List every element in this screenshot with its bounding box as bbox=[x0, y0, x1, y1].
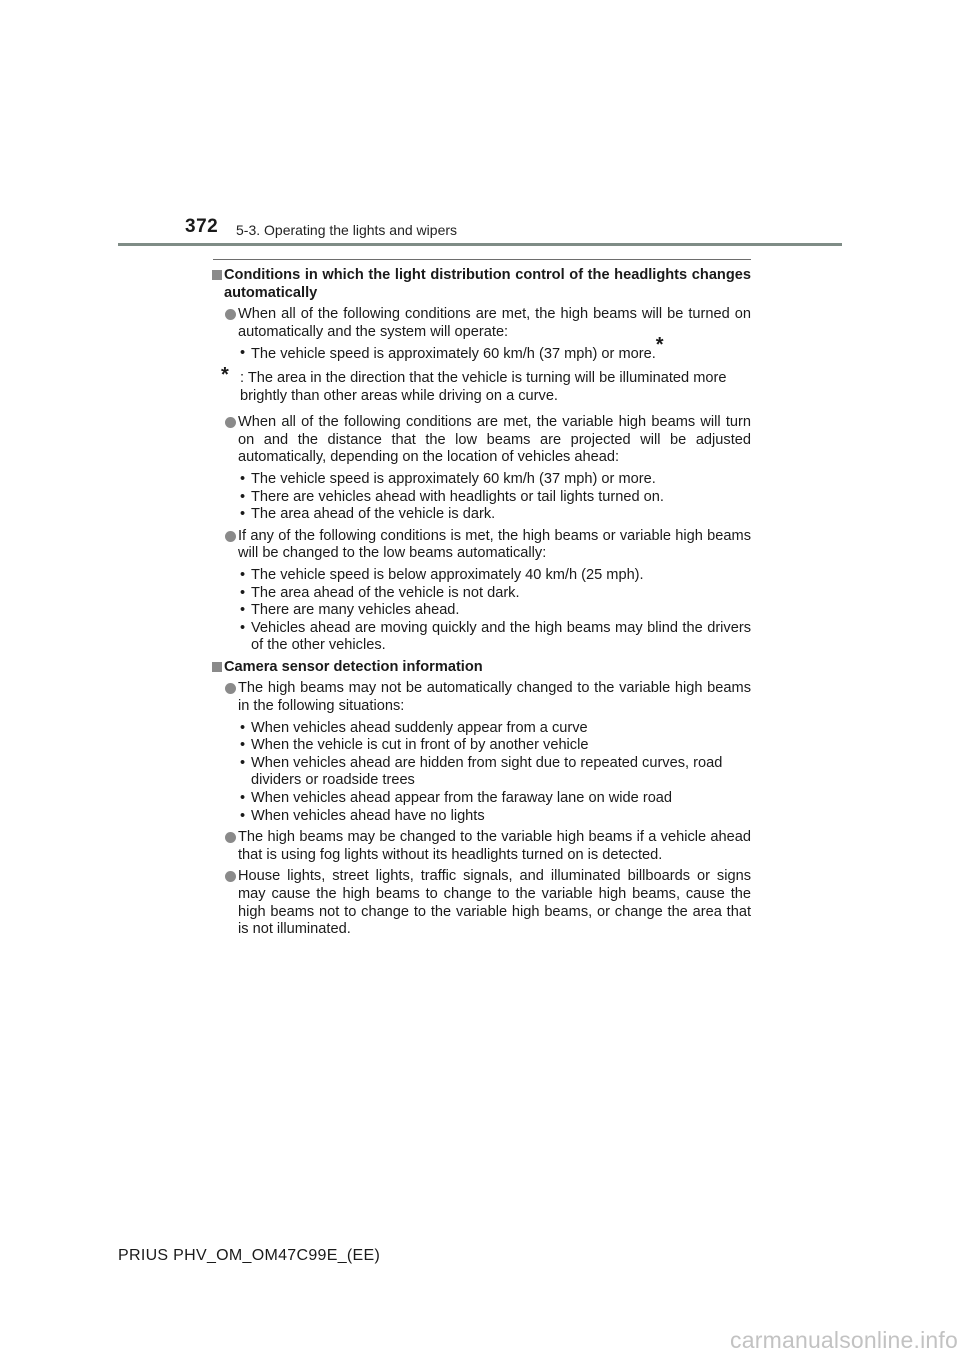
bullet-text: When all of the following conditions are met, the high beams will be turned on automatically and the system will operate: bbox=[238, 306, 751, 340]
situation-list bbox=[238, 720, 751, 826]
bullet-text: If any of the following conditions is met, the high beams or variable high beams will be changed to the low beams automatically: bbox=[238, 527, 751, 562]
condition-list bbox=[238, 471, 751, 524]
document-id: PRIUS PHV_OM_OM47C99E_(EE) bbox=[118, 1247, 381, 1264]
condition-list bbox=[238, 334, 751, 364]
circle-bullet-icon bbox=[225, 832, 236, 843]
bullet-text: House lights, street lights, traffic signals, and illuminated billboards or signs may cause the high beams to change to the variable high beams, cause the high beams not to change to the variable high beams, or change the area that is not illuminated. bbox=[238, 868, 751, 938]
square-bullet-icon bbox=[212, 662, 222, 672]
bullet-text: When all of the following conditions are met, the variable high beams will turn on and the distance that the low beams are projected will be adjusted automatically, depending on the location of vehicles ahead: bbox=[238, 414, 751, 466]
list-item: • When the vehicle is cut in front of by another vehicle bbox=[238, 737, 751, 755]
list-item: • When vehicles ahead are hidden from sight due to repeated curves, road dividers or roadside trees bbox=[238, 755, 751, 790]
circle-bullet-icon bbox=[225, 683, 236, 694]
circle-bullet-icon bbox=[225, 309, 236, 320]
square-bullet-icon bbox=[212, 270, 222, 280]
page-content bbox=[211, 259, 751, 943]
list-item: • The vehicle speed is below approximately 40 km/h (25 mph). bbox=[238, 567, 751, 585]
list-item: • The vehicle speed is approximately 60 km/h (37 mph) or more. bbox=[238, 471, 751, 489]
list-item: • When vehicles ahead appear from the faraway lane on wide road bbox=[238, 790, 751, 808]
bullet-variable-high-beams-on bbox=[211, 414, 751, 467]
bullet-not-changed bbox=[211, 680, 751, 715]
list-item: • There are vehicles ahead with headlights or tail lights turned on. bbox=[238, 489, 751, 507]
section-title: 5-3. Operating the lights and wipers bbox=[236, 222, 458, 238]
footnote-text: : The area in the direction that the vehicle is turning will be illuminated more brightly than other areas while driving on a curve. bbox=[240, 369, 727, 404]
list-item: • The vehicle speed is approximately 60 km/h (37 mph) or more.* bbox=[238, 345, 751, 364]
bullet-low-beams bbox=[211, 528, 751, 563]
heading-text: Camera sensor detection information bbox=[224, 658, 483, 675]
asterisk-icon: * bbox=[221, 363, 229, 386]
circle-bullet-icon bbox=[225, 531, 236, 542]
section-heading-light-distribution bbox=[211, 267, 751, 302]
list-item: • When vehicles ahead have no lights bbox=[238, 808, 751, 826]
list-item: • Vehicles ahead are moving quickly and the high beams may blind the drivers of the other vehicles. bbox=[238, 620, 751, 655]
list-item: • The area ahead of the vehicle is dark. bbox=[238, 506, 751, 524]
circle-bullet-icon bbox=[225, 417, 236, 428]
bullet-house-lights bbox=[211, 868, 751, 938]
asterisk-icon: * bbox=[655, 334, 664, 357]
bullet-high-beams-on bbox=[211, 306, 751, 341]
page-number: 372 bbox=[185, 216, 219, 237]
bullet-text: The high beams may not be automatically changed to the variable high beams in the following situations: bbox=[238, 680, 751, 715]
list-item: • The area ahead of the vehicle is not dark. bbox=[238, 585, 751, 603]
content-top-divider bbox=[213, 259, 751, 260]
heading-text: Conditions in which the light distribution control of the headlights changes automatically bbox=[224, 267, 751, 301]
bullet-text: The high beams may be changed to the variable high beams if a vehicle ahead that is using fog lights without its headlights turned on is detected. bbox=[238, 829, 751, 863]
circle-bullet-icon bbox=[225, 871, 236, 882]
section-heading-camera-sensor bbox=[211, 659, 751, 677]
bullet-fog-lights bbox=[211, 829, 751, 864]
list-item: • There are many vehicles ahead. bbox=[238, 602, 751, 620]
list-item: • When vehicles ahead suddenly appear from a curve bbox=[238, 720, 751, 738]
watermark: carmanualsonline.info bbox=[730, 1327, 958, 1353]
condition-list bbox=[238, 567, 751, 655]
footnote bbox=[211, 363, 751, 405]
header-divider bbox=[118, 243, 842, 246]
